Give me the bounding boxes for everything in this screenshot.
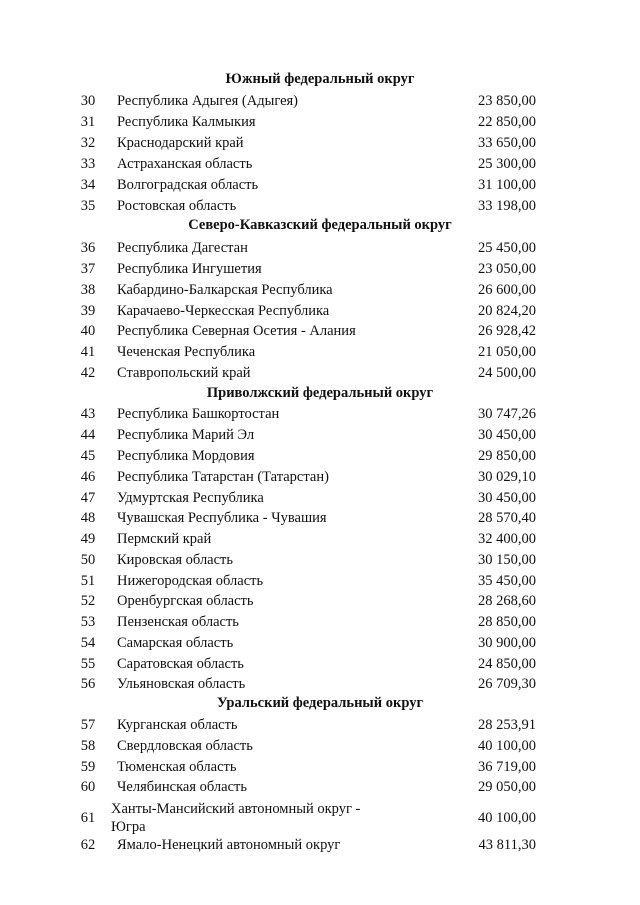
region-value: 26 600,00 (478, 282, 536, 298)
region-value: 22 850,00 (478, 114, 536, 130)
section-title: Приволжский федеральный округ (206, 385, 434, 401)
region-value: 23 850,00 (478, 93, 536, 109)
row-number: 53 (80, 614, 96, 630)
section-title: Уральский федеральный округ (216, 695, 424, 711)
row-number: 41 (80, 344, 96, 360)
region-name: Республика Башкортостан (117, 406, 280, 422)
row-number: 31 (80, 114, 96, 130)
section-title: Южный федеральный округ (225, 71, 415, 87)
row-number: 54 (80, 635, 96, 651)
region-value: 35 450,00 (478, 573, 536, 589)
region-value: 30 900,00 (478, 635, 536, 651)
region-name: Республика Татарстан (Татарстан) (117, 469, 329, 485)
region-value: 23 050,00 (478, 261, 536, 277)
row-number: 48 (80, 510, 96, 526)
row-number: 46 (80, 469, 96, 485)
region-value: 30 450,00 (478, 490, 536, 506)
region-value: 32 400,00 (478, 531, 536, 547)
region-name: Чеченская Республика (117, 344, 256, 360)
region-value: 40 100,00 (478, 738, 536, 754)
region-name: Самарская область (117, 635, 234, 651)
region-value: 28 850,00 (478, 614, 536, 630)
row-number: 43 (80, 406, 96, 422)
row-number: 62 (80, 837, 96, 853)
region-value: 25 300,00 (478, 156, 536, 172)
region-name: Республика Ингушетия (117, 261, 262, 277)
region-name: Республика Мордовия (117, 448, 255, 464)
row-number: 37 (80, 261, 96, 277)
region-name: Нижегородская область (117, 573, 264, 589)
region-name: Республика Марий Эл (117, 427, 255, 443)
region-value: 30 029,10 (478, 469, 536, 485)
region-value: 29 050,00 (478, 779, 536, 795)
region-value: 29 850,00 (478, 448, 536, 464)
region-value: 33 198,00 (478, 198, 536, 214)
row-number: 38 (80, 282, 96, 298)
row-number: 50 (80, 552, 96, 568)
region-value: 20 824,20 (478, 303, 536, 319)
region-name: Удмуртская Республика (117, 490, 264, 506)
row-number: 56 (80, 676, 96, 692)
row-number: 51 (80, 573, 96, 589)
region-name: Карачаево-Черкесская Республика (117, 303, 330, 319)
region-name: Пензенская область (117, 614, 239, 630)
region-value: 30 150,00 (478, 552, 536, 568)
region-value: 36 719,00 (478, 759, 536, 775)
row-number: 57 (80, 717, 96, 733)
region-value: 30 450,00 (478, 427, 536, 443)
region-name: Астраханская область (117, 156, 253, 172)
region-name: Оренбургская область (117, 593, 254, 609)
region-name: Ставропольский край (117, 365, 251, 381)
row-number: 42 (80, 365, 96, 381)
section-title: Северо-Кавказский федеральный округ (188, 217, 452, 233)
region-value: 33 650,00 (478, 135, 536, 151)
row-number: 44 (80, 427, 96, 443)
region-value: 43 811,30 (478, 837, 536, 853)
region-name: Краснодарский край (117, 135, 244, 151)
row-number: 47 (80, 490, 96, 506)
region-value: 28 570,40 (478, 510, 536, 526)
region-name: Республика Адыгея (Адыгея) (117, 93, 299, 109)
row-number: 39 (80, 303, 96, 319)
region-value: 30 747,26 (478, 406, 536, 422)
row-number: 45 (80, 448, 96, 464)
row-number: 40 (80, 323, 96, 339)
row-number: 35 (80, 198, 96, 214)
region-value: 26 709,30 (478, 676, 536, 692)
region-name: Чувашская Республика - Чувашия (117, 510, 327, 526)
region-value: 40 100,00 (478, 810, 536, 826)
row-number: 30 (80, 93, 96, 109)
region-name: Ханты-Мансийский автономный округ - Югра (111, 801, 361, 835)
region-name: Республика Калмыкия (117, 114, 256, 130)
row-number: 33 (80, 156, 96, 172)
region-name: Челябинская область (117, 779, 247, 795)
region-name: Кировская область (117, 552, 234, 568)
region-value: 25 450,00 (478, 240, 536, 256)
row-number: 55 (80, 656, 96, 672)
row-number: 59 (80, 759, 96, 775)
region-value: 28 253,91 (478, 717, 536, 733)
region-name: Республика Северная Осетия - Алания (117, 323, 356, 339)
region-value: 24 850,00 (478, 656, 536, 672)
region-name: Республика Дагестан (117, 240, 248, 256)
region-value: 28 268,60 (478, 593, 536, 609)
region-name: Тюменская область (117, 759, 237, 775)
region-name: Курганская область (117, 717, 238, 733)
row-number: 49 (80, 531, 96, 547)
region-name: Саратовская область (117, 656, 244, 672)
row-number: 34 (80, 177, 96, 193)
region-name: Кабардино-Балкарская Республика (117, 282, 333, 298)
region-name: Свердловская область (117, 738, 253, 754)
region-value: 21 050,00 (478, 344, 536, 360)
row-number: 32 (80, 135, 96, 151)
row-number: 58 (80, 738, 96, 754)
row-number: 52 (80, 593, 96, 609)
region-name: Волгоградская область (117, 177, 259, 193)
region-name: Ямало-Ненецкий автономный округ (117, 837, 341, 853)
row-number: 60 (80, 779, 96, 795)
region-value: 26 928,42 (478, 323, 536, 339)
region-name: Ульяновская область (117, 676, 246, 692)
region-value: 24 500,00 (478, 365, 536, 381)
region-name: Пермский край (117, 531, 212, 547)
region-name: Ростовская область (117, 198, 237, 214)
region-value: 31 100,00 (478, 177, 536, 193)
row-number: 61 (80, 810, 96, 826)
row-number: 36 (80, 240, 96, 256)
